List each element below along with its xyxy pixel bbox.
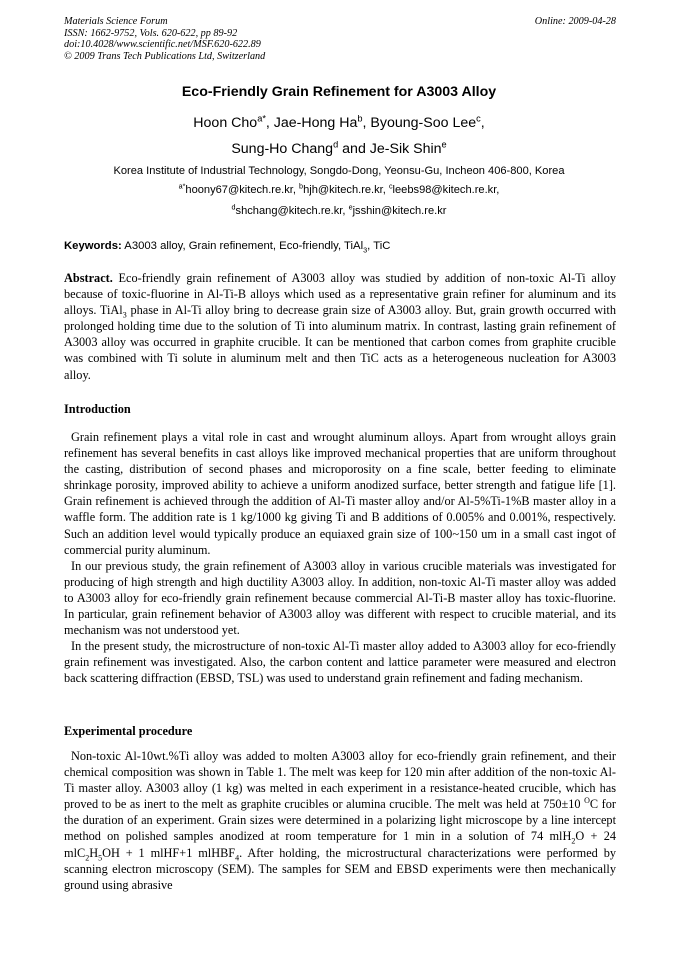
abstract-text: phase in Al-Ti alloy bring to decrease grain size of A3003 alloy. But, grain growth occurred with prolonged holding time due to the solution of Ti into aluminum matrix. In contrast, lasting grain refinement of A3003 alloy was occurred in graphite crucible. It can be mentioned that carbon comes from graphite crucible was combined with Ti solute in aluminum melt and then TiC acts as a heterogeneous nucleation for A3003 alloy.: [64, 303, 616, 382]
email-line-2: [0, 202, 678, 217]
issn-line: ISSN: 1662-9752, Vols. 620-622, pp 89-92: [64, 27, 238, 39]
exp-text: . After holding, the microstructural characterizations were performed by scanning electron microscopy (SEM). The samples for SEM and EBSD experiments were then mechanically ground using abrasive: [64, 845, 617, 892]
author-name: Sung-Ho Chang: [231, 141, 334, 157]
intro-paragraph-2: In our previous study, the grain refinement of A3003 alloy in various crucible materials was investigated for producing of high strength and high ductility A3003 alloy. In addition, non-toxic Al-Ti master alloy was added to A3003 alloy for eco-friendly grain refinement because commercial Al-Ti-B master alloy has toxic-fluorine. In particular, grain refinement behavior of A3003 alloy was different with respect to crucible material, and its mechanism was not understood yet.: [64, 558, 616, 638]
email-line-1: [0, 181, 678, 196]
author-mark: e: [441, 139, 447, 150]
abstract-label: Abstract.: [64, 271, 113, 285]
paper-title: Eco-Friendly Grain Refinement for A3003 Alloy: [181, 84, 497, 100]
author-name: , Jae-Hong Ha: [265, 115, 358, 131]
author-mark: d: [333, 139, 339, 150]
section-heading-experimental: Experimental procedure: [64, 724, 193, 738]
copyright-line: © 2009 Trans Tech Publications Ltd, Switzerland: [64, 50, 266, 62]
exp-subscript: 4: [235, 853, 240, 863]
experimental-paragraph: [64, 748, 616, 893]
abstract-text: Eco-friendly grain refinement of A3003 alloy was studied by addition of non-toxic Al-Ti alloy because of toxic-fluorine in Al-Ti-B alloys which used as a representative grain refiner for aluminum and its alloys. TiAl: [64, 271, 616, 318]
keywords: [64, 240, 616, 255]
email-mark: b: [299, 181, 304, 191]
exp-superscript: O: [584, 796, 590, 806]
online-date: Online: 2009-04-28: [534, 16, 616, 27]
author-mark: a*: [257, 113, 266, 124]
email-address: hoony67@kitech.re.kr,: [185, 184, 300, 196]
abstract: [64, 270, 616, 383]
exp-subscript: 5: [98, 853, 103, 863]
journal-header: [64, 16, 616, 62]
exp-text: Non-toxic Al-10wt.%Ti alloy was added to molten A3003 alloy for eco-friendly grain refinement, and their chemical composition was shown in Table 1. The melt was keep for 120 min after addition of the non-toxic Al-Ti master alloy. A3003 alloy (1 kg) was melted in each experiment in a resistance-heated crucible, which has proved to be as inert to the melt as graphite crucibles or alumina crucible. The melt was held at 750±10: [64, 749, 616, 812]
section-heading-introduction: Introduction: [64, 402, 131, 416]
journal-name: Materials Science Forum: [64, 16, 168, 27]
exp-text: OH + 1 mlHF+1 mlHBF: [102, 845, 236, 860]
affiliation: Korea Institute of Industrial Technology, Songdo-Dong, Yeonsu-Gu, Incheon 406-800, Korea: [113, 165, 565, 177]
email-address: hjh@kitech.re.kr,: [303, 184, 389, 196]
exp-subscript: 2: [571, 836, 576, 846]
email-address: leebs98@kitech.re.kr,: [392, 184, 500, 196]
keywords-text: A3003 alloy, Grain refinement, Eco-friendly, TiAl: [121, 240, 364, 252]
abstract-subscript: 3: [122, 310, 127, 320]
doi-line: doi:10.4028/www.scientific.net/MSF.620-622.89: [64, 39, 261, 50]
email-mark: e: [348, 202, 353, 212]
author-name: and Je-Sik Shin: [338, 141, 442, 157]
author-name: , Byoung-Soo Lee: [362, 115, 477, 131]
experimental-body: [64, 748, 616, 893]
keywords-text: , TiC: [367, 240, 391, 252]
exp-text: O + 24 mlC: [64, 829, 616, 860]
email-mark: c: [388, 181, 393, 191]
email-mark: a*: [178, 181, 186, 191]
author-mark: c: [476, 113, 481, 124]
author-line-2: [0, 141, 678, 157]
keywords-label: Keywords:: [64, 240, 122, 252]
author-name: Hoon Cho: [193, 115, 258, 131]
keywords-subscript: 3: [363, 245, 368, 255]
email-mark: d: [231, 202, 236, 212]
author-separator: ,: [480, 115, 485, 131]
exp-text: H: [89, 845, 99, 860]
author-mark: b: [357, 113, 363, 124]
email-address: shchang@kitech.re.kr,: [235, 205, 349, 217]
exp-subscript: 2: [85, 853, 90, 863]
intro-paragraph-1: Grain refinement plays a vital role in cast and wrought aluminum alloys. Apart from wrought alloys grain refinement has several benefits in cast alloys like improved mechanical properties that are uniform throughout the casting, distribution of second phases and microporosity on a fine scale, better feeding to eliminate shrinkage porosity, improved ability to achieve a uniform anodized surface, better strength and fatigue life [1]. Grain refinement is achieved through the addition of Al-Ti master alloy and/or Al-5%Ti-1%B master alloy in a waffle form. The addition rate is 1 kg/1000 kg giving Ti and B additions of 0.005% and 0.001%, respectively. Such an addition level would typically produce an equiaxed grain size of 100~150 um in a small cast ingot of commercial purity aluminum.: [64, 430, 616, 557]
email-address: jsshin@kitech.re.kr: [352, 205, 447, 217]
introduction-body: [64, 429, 616, 687]
intro-paragraph-3: In the present study, the microstructure of non-toxic Al-Ti master alloy added to A3003 alloy for eco-friendly grain refinement was investigated. Also, the carbon content and lattice parameter were measured and electron back scattering diffraction (EBSD, TSL) was used to understand grain refinement and fading mechanism.: [64, 639, 616, 686]
exp-text: C for the duration of an experiment. Grain sizes were determined in a polarizing light microscope by a line intercept method on polished samples anodized at room temperature for 1 min in a solution of 74 mlH: [64, 797, 616, 844]
author-line-1: [0, 115, 678, 131]
